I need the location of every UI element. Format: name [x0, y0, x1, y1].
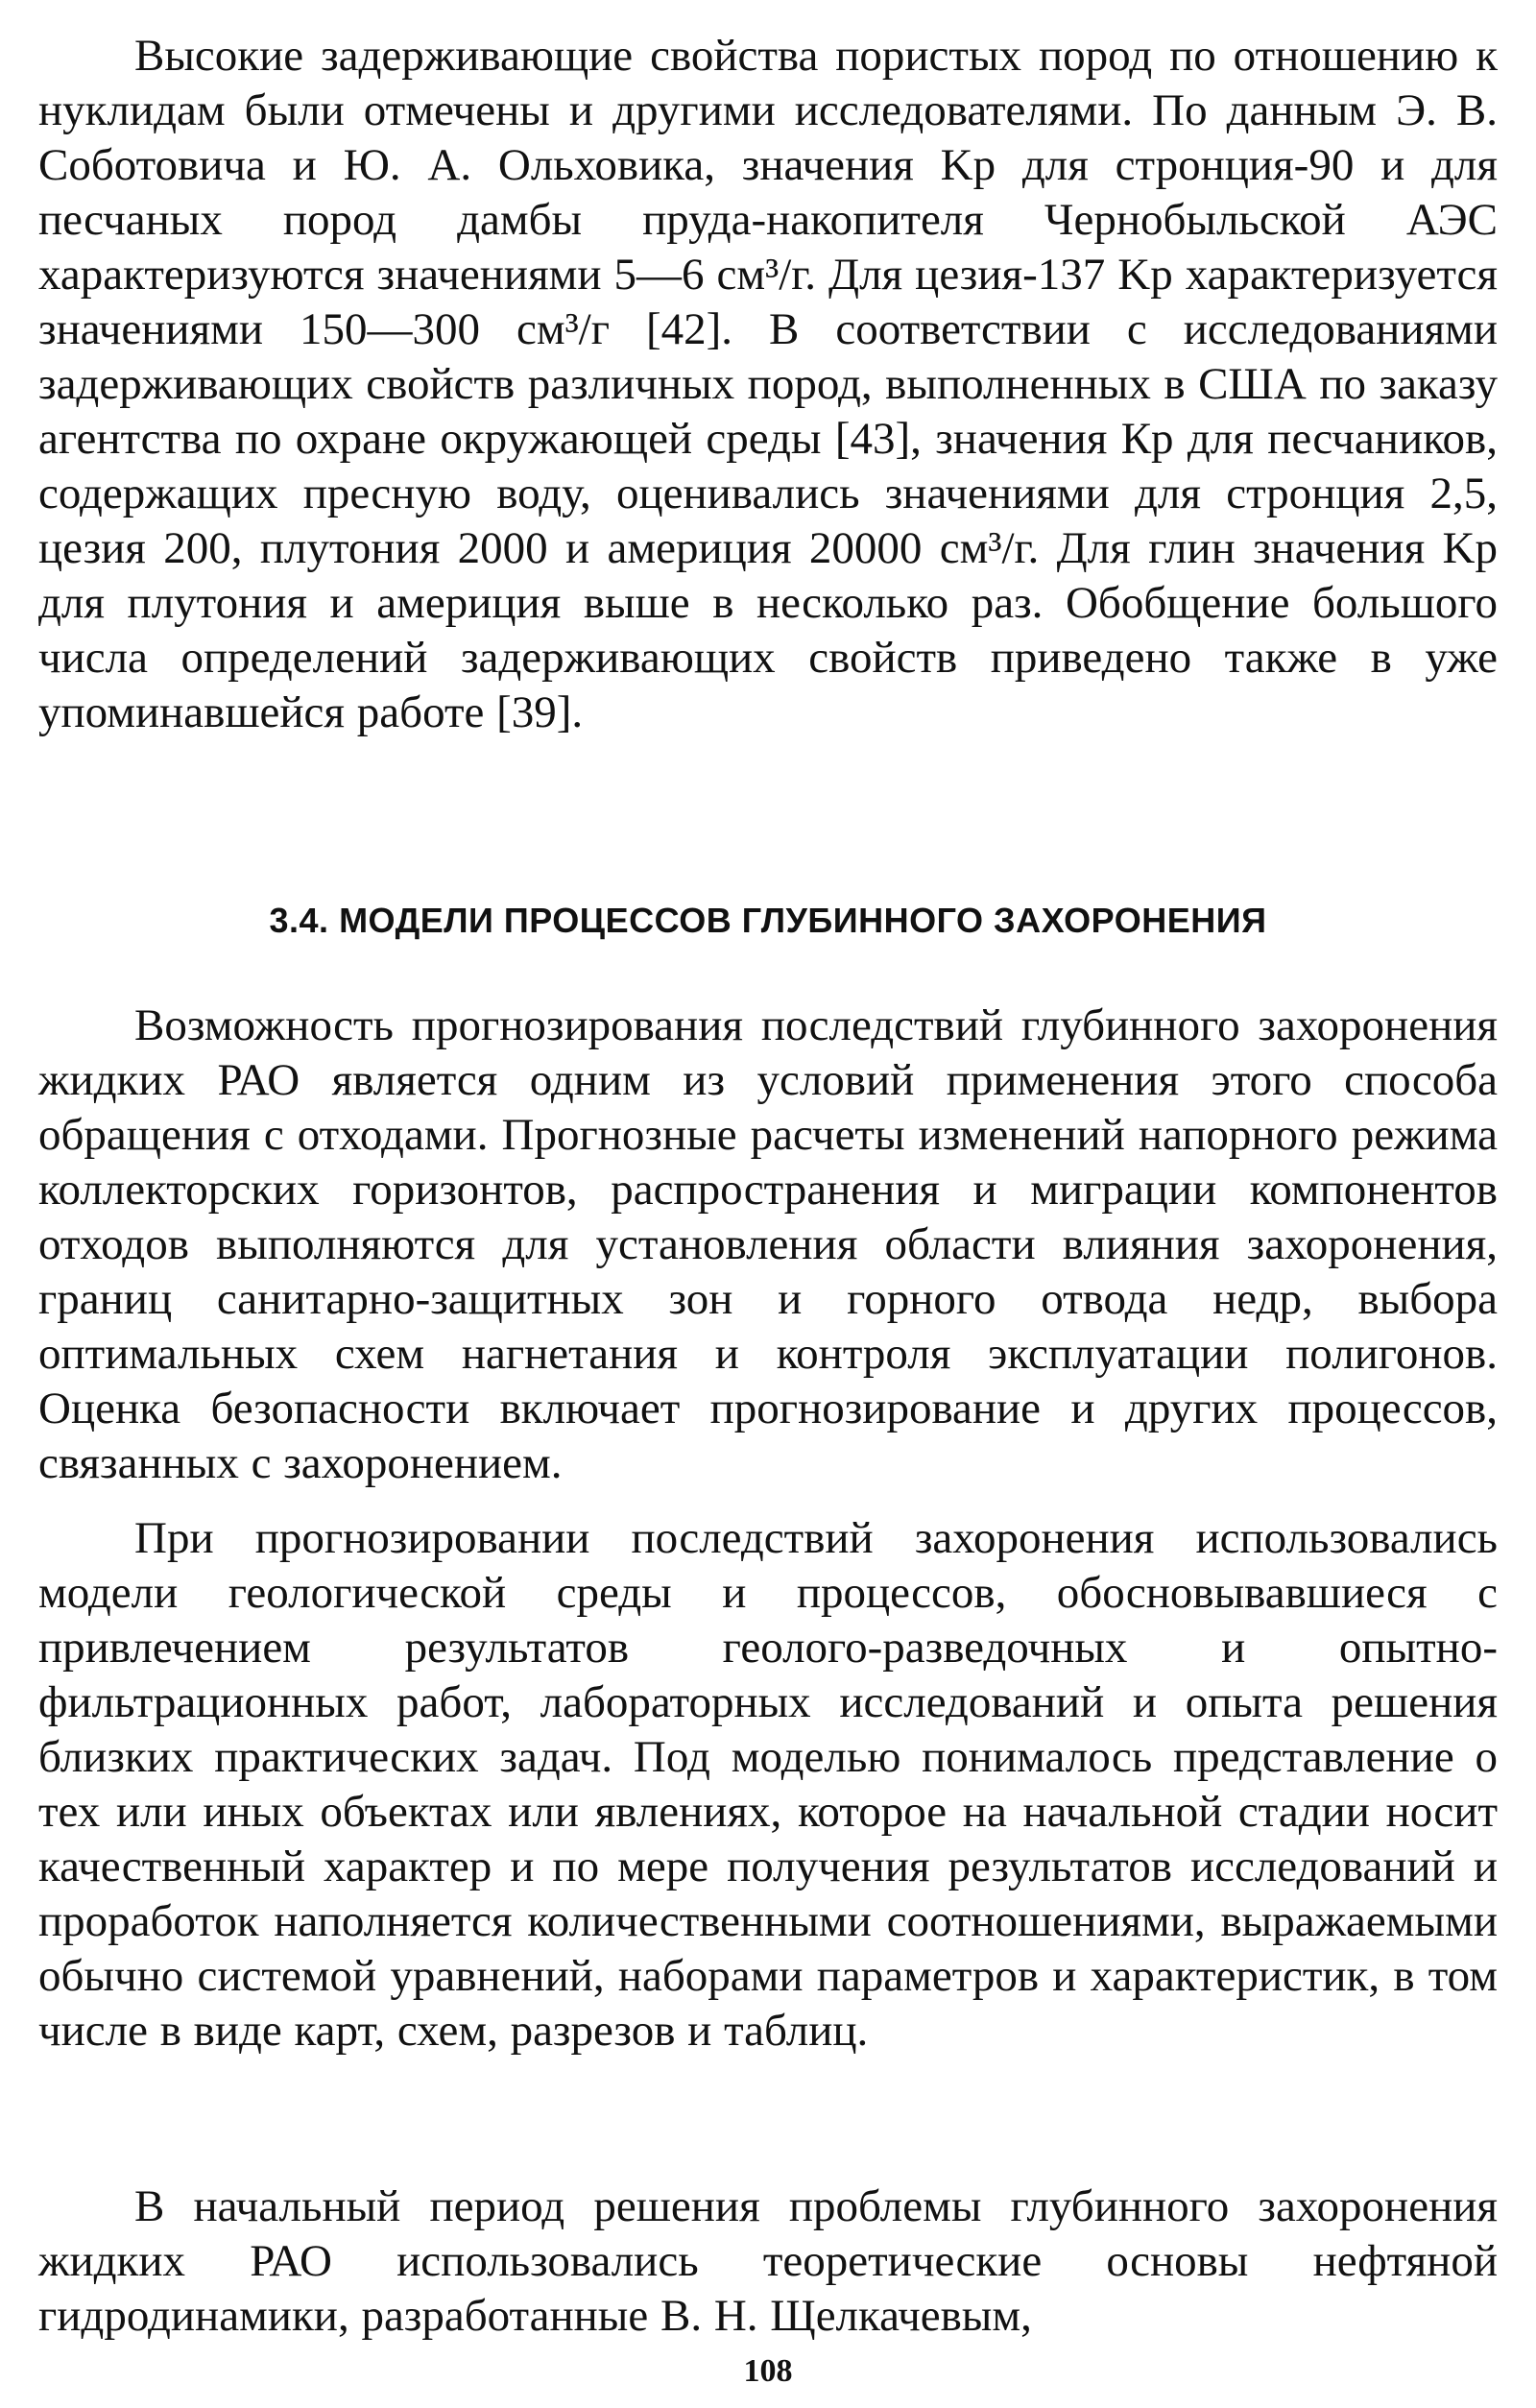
page-number: 108 — [743, 2353, 793, 2389]
paragraph-3: При прогнозировании последствий захоронения использовались модели геологической среды и процессов, обосновывавшиеся с привлечением результатов геолого-разведочных и опытно-фильтрационных работ, лабораторных исследований и опыта решения близких практических задач. Под моделью понималось представление о тех или иных объектах или явлениях, которое на начальной стадии носит качественный характер и по мере получения результатов исследований и проработок наполняется количественными соотношениями, выражаемыми обычно системой уравнений, наборами параметров и характеристик, в том числе в виде карт, схем, разрезов и таблиц. — [38, 1513, 1498, 2056]
paragraph-1: Высокие задерживающие свойства пористых пород по отношению к нуклидам были отмечены и другими исследователями. По данным Э. В. Соботовича и Ю. А. Ольховика, значения Kp для стронция-90 и для песчаных пород дамбы пруда-накопителя Чернобыльской АЭС характеризуются значениями 5—6 см³/г. Для цезия-137 Kp характеризуется значениями 150—300 см³/г [42]. В соответствии с исследованиями задерживающих свойств различных пород, выполненных в США по заказу агентства по охране окружающей среды [43], значения Кр для песчаников, содержащих пресную воду, оценивались значениями для стронция 2,5, цезия 200, плутония 2000 и америция 20000 см³/г. Для глин значения Kp для плутония и америция выше в несколько раз. Обобщение большого числа определений задерживающих свойств приведено также в уже упоминавшейся работе [39]. — [38, 31, 1498, 737]
paragraph-2: Возможность прогнозирования последствий глубинного захоронения жидких РАО является одним из условий применения этого способа обращения с отходами. Прогнозные расчеты изменений напорного режима коллекторских горизонтов, распространения и миграции компонентов отходов выполняются для установления области влияния захоронения, границ санитарно-защитных зон и горного отвода недр, выбора оптимальных схем нагнетания и контроля эксплуатации полигонов. Оценка безопасности включает прогнозирование и других процессов, связанных с захоронением. — [38, 1000, 1498, 1488]
section-heading: 3.4. МОДЕЛИ ПРОЦЕССОВ ГЛУБИННОГО ЗАХОРОНЕНИЯ — [269, 901, 1267, 940]
paragraph-4: В начальный период решения проблемы глубинного захоронения жидких РАО использовались теоретические основы нефтяной гидродинамики, разработанные В. Н. Щелкачевым, — [38, 2181, 1498, 2341]
